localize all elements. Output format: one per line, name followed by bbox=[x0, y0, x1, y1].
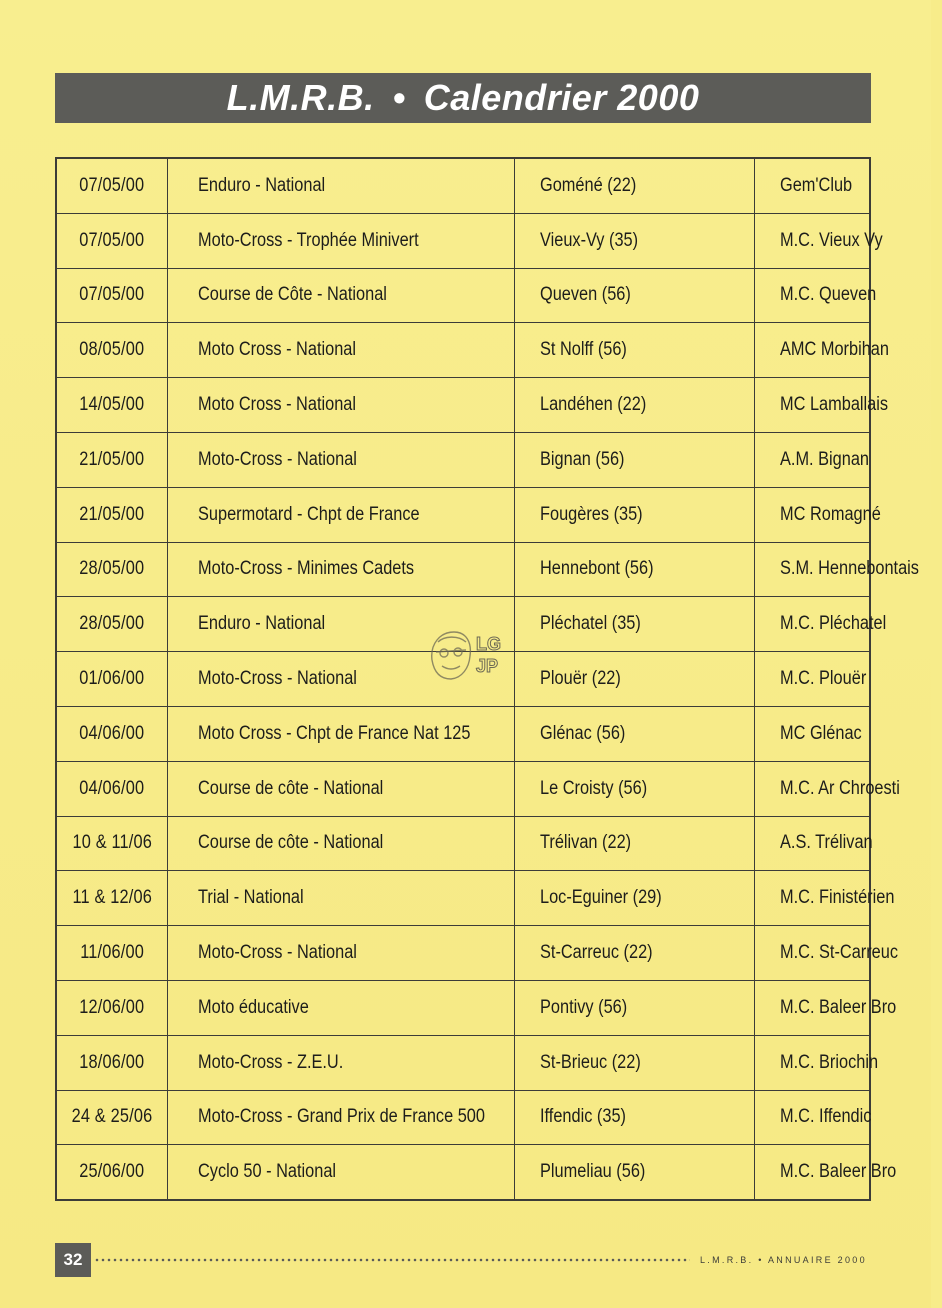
event-club: M.C. Vieux Vy bbox=[780, 229, 883, 251]
event-place: Vieux-Vy (35) bbox=[540, 229, 639, 251]
event-club-cell bbox=[755, 487, 881, 542]
event-name: Cyclo 50 - National bbox=[198, 1161, 337, 1183]
event-club-cell bbox=[755, 432, 871, 487]
event-place: St-Carreuc (22) bbox=[540, 942, 653, 964]
event-name-cell bbox=[168, 871, 515, 926]
event-place-cell bbox=[515, 268, 755, 323]
event-date-cell bbox=[56, 542, 168, 597]
table-row bbox=[56, 871, 870, 926]
event-date-cell bbox=[56, 1145, 168, 1200]
event-place: St Nolff (56) bbox=[540, 339, 627, 361]
event-place-cell bbox=[515, 378, 755, 433]
event-place-cell bbox=[515, 432, 755, 487]
footer-caption: L.M.R.B. • ANNUAIRE 2000 bbox=[700, 1255, 867, 1265]
event-date-cell bbox=[56, 816, 168, 871]
event-name: Trial - National bbox=[198, 887, 304, 909]
event-club: M.C. Plouër bbox=[780, 668, 867, 690]
event-club: M.C. Baleer Bro bbox=[780, 1161, 897, 1183]
event-place: St-Brieuc (22) bbox=[540, 1051, 641, 1073]
event-date: 25/06/00 bbox=[79, 1161, 145, 1183]
event-date: 04/06/00 bbox=[79, 777, 145, 799]
event-name-cell bbox=[168, 926, 515, 981]
table-row bbox=[56, 980, 870, 1035]
event-place: Queven (56) bbox=[540, 284, 631, 306]
title-separator: • bbox=[392, 77, 406, 118]
event-place: Fougères (35) bbox=[540, 503, 643, 525]
table-row bbox=[56, 816, 870, 871]
table-row bbox=[56, 378, 870, 433]
event-club-cell bbox=[755, 542, 919, 597]
event-place-cell bbox=[515, 652, 755, 707]
event-date: 24 & 25/06 bbox=[71, 1106, 153, 1128]
event-name-cell bbox=[168, 432, 515, 487]
table-row bbox=[56, 487, 870, 542]
event-date-cell bbox=[56, 1035, 168, 1090]
event-club: AMC Morbihan bbox=[780, 339, 889, 361]
event-name-cell bbox=[168, 487, 515, 542]
event-place-cell bbox=[515, 1035, 755, 1090]
title-calendar: Calendrier 2000 bbox=[423, 77, 700, 118]
event-date: 21/05/00 bbox=[79, 448, 145, 470]
event-name-cell bbox=[168, 980, 515, 1035]
event-name: Moto-Cross - Z.E.U. bbox=[198, 1051, 344, 1073]
event-club: M.C. Pléchatel bbox=[780, 613, 887, 635]
event-date-cell bbox=[56, 323, 168, 378]
event-date-cell bbox=[56, 1090, 168, 1145]
event-club-cell bbox=[755, 871, 895, 926]
event-date-cell bbox=[56, 432, 168, 487]
event-name: Course de côte - National bbox=[198, 832, 384, 854]
event-club-cell bbox=[755, 926, 899, 981]
event-club-cell bbox=[755, 323, 889, 378]
event-name: Supermotard - Chpt de France bbox=[198, 503, 420, 525]
table-row bbox=[56, 706, 870, 761]
table-row bbox=[56, 926, 870, 981]
event-date-cell bbox=[56, 980, 168, 1035]
event-place-cell bbox=[515, 706, 755, 761]
table-row bbox=[56, 1145, 870, 1200]
event-date-cell bbox=[56, 268, 168, 323]
event-place: Pontivy (56) bbox=[540, 996, 628, 1018]
event-name: Moto Cross - National bbox=[198, 394, 357, 416]
event-name-cell bbox=[168, 1090, 515, 1145]
event-date: 08/05/00 bbox=[79, 339, 145, 361]
event-date: 12/06/00 bbox=[79, 996, 145, 1018]
event-date: 11/06/00 bbox=[80, 942, 144, 964]
event-date-cell bbox=[56, 213, 168, 268]
event-name: Moto Cross - Chpt de France Nat 125 bbox=[198, 722, 471, 744]
event-place-cell bbox=[515, 213, 755, 268]
watermark-text-top: LG bbox=[476, 634, 501, 654]
event-club-cell bbox=[755, 1090, 871, 1145]
event-date-cell bbox=[56, 158, 168, 213]
event-place: Pléchatel (35) bbox=[540, 613, 641, 635]
event-date: 10 & 11/06 bbox=[72, 832, 152, 854]
event-date-cell bbox=[56, 487, 168, 542]
event-club-cell bbox=[755, 761, 900, 816]
event-name-cell bbox=[168, 213, 515, 268]
table-row bbox=[56, 1035, 870, 1090]
event-club: MC Glénac bbox=[780, 722, 862, 744]
event-place: Plouër (22) bbox=[540, 668, 621, 690]
table-row bbox=[56, 268, 870, 323]
event-name-cell bbox=[168, 761, 515, 816]
event-club-cell bbox=[755, 1035, 879, 1090]
event-date-cell bbox=[56, 378, 168, 433]
event-club-cell bbox=[755, 597, 887, 652]
event-date-cell bbox=[56, 871, 168, 926]
event-club: Gem'Club bbox=[780, 174, 853, 196]
event-place: Hennebont (56) bbox=[540, 558, 654, 580]
event-name-cell bbox=[168, 542, 515, 597]
event-name: Moto Cross - National bbox=[198, 339, 357, 361]
table-row bbox=[56, 432, 870, 487]
event-date: 07/05/00 bbox=[79, 174, 145, 196]
watermark-text-bottom: JP bbox=[476, 656, 499, 676]
event-place: Iffendic (35) bbox=[540, 1106, 626, 1128]
event-club: M.C. Queven bbox=[780, 284, 877, 306]
event-club: M.C. Baleer Bro bbox=[780, 996, 897, 1018]
event-name: Enduro - National bbox=[198, 174, 326, 196]
page-title bbox=[227, 77, 700, 119]
event-place-cell bbox=[515, 871, 755, 926]
event-place-cell bbox=[515, 980, 755, 1035]
event-club-cell bbox=[755, 706, 871, 761]
event-date-cell bbox=[56, 706, 168, 761]
event-name: Moto-Cross - Minimes Cadets bbox=[198, 558, 415, 580]
event-name-cell bbox=[168, 1145, 515, 1200]
footer-dotted-rule bbox=[94, 1257, 690, 1263]
event-place: Loc-Eguiner (29) bbox=[540, 887, 662, 909]
event-club: MC Romagné bbox=[780, 503, 881, 525]
event-club: M.C. Briochin bbox=[780, 1051, 879, 1073]
event-name-cell bbox=[168, 323, 515, 378]
event-name: Enduro - National bbox=[198, 613, 326, 635]
event-date: 07/05/00 bbox=[79, 284, 145, 306]
event-club-cell bbox=[755, 268, 877, 323]
event-club: M.C. Ar Chroesti bbox=[780, 777, 900, 799]
event-club: M.C. Iffendic bbox=[780, 1106, 872, 1128]
event-name: Moto-Cross - Trophée Minivert bbox=[198, 229, 419, 251]
event-name: Moto-Cross - National bbox=[198, 448, 357, 470]
event-place-cell bbox=[515, 323, 755, 378]
event-date: 14/05/00 bbox=[79, 394, 145, 416]
event-place: Glénac (56) bbox=[540, 722, 626, 744]
event-name-cell bbox=[168, 816, 515, 871]
event-date: 28/05/00 bbox=[79, 558, 145, 580]
event-place: Landéhen (22) bbox=[540, 394, 647, 416]
event-name: Moto éducative bbox=[198, 996, 309, 1018]
table-row bbox=[56, 158, 870, 213]
table-row bbox=[56, 542, 870, 597]
event-date: 28/05/00 bbox=[79, 613, 145, 635]
event-place-cell bbox=[515, 487, 755, 542]
watermark-logo bbox=[424, 622, 510, 684]
event-name: Moto-Cross - National bbox=[198, 668, 357, 690]
event-name-cell bbox=[168, 158, 515, 213]
event-club-cell bbox=[755, 980, 897, 1035]
event-date-cell bbox=[56, 926, 168, 981]
event-place-cell bbox=[515, 542, 755, 597]
table-row bbox=[56, 1090, 870, 1145]
event-club-cell bbox=[755, 816, 871, 871]
event-club: MC Lamballais bbox=[780, 394, 889, 416]
event-place-cell bbox=[515, 926, 755, 981]
event-place-cell bbox=[515, 816, 755, 871]
event-date: 11 & 12/06 bbox=[72, 887, 152, 909]
event-club: S.M. Hennebontais bbox=[780, 558, 919, 580]
event-name-cell bbox=[168, 706, 515, 761]
event-place: Goméné (22) bbox=[540, 174, 637, 196]
event-club-cell bbox=[755, 213, 883, 268]
event-club: A.S. Trélivan bbox=[780, 832, 873, 854]
event-place-cell bbox=[515, 597, 755, 652]
event-club-cell bbox=[755, 378, 889, 433]
event-date-cell bbox=[56, 652, 168, 707]
event-date: 18/06/00 bbox=[79, 1051, 145, 1073]
event-club: M.C. St-Carreuc bbox=[780, 942, 899, 964]
event-place: Bignan (56) bbox=[540, 448, 625, 470]
table-row bbox=[56, 761, 870, 816]
event-name-cell bbox=[168, 1035, 515, 1090]
event-club-cell bbox=[755, 1145, 897, 1200]
event-place: Plumeliau (56) bbox=[540, 1161, 646, 1183]
event-name: Moto-Cross - Grand Prix de France 500 bbox=[198, 1106, 485, 1128]
event-name-cell bbox=[168, 378, 515, 433]
event-date-cell bbox=[56, 597, 168, 652]
event-name: Moto-Cross - National bbox=[198, 942, 357, 964]
title-org: L.M.R.B. bbox=[226, 77, 375, 118]
event-date: 01/06/00 bbox=[79, 668, 145, 690]
event-name: Course de côte - National bbox=[198, 777, 384, 799]
table-row bbox=[56, 323, 870, 378]
event-date-cell bbox=[56, 761, 168, 816]
event-club-cell bbox=[755, 652, 871, 707]
title-banner bbox=[55, 73, 871, 123]
table-row bbox=[56, 213, 870, 268]
event-date: 04/06/00 bbox=[79, 722, 145, 744]
event-place-cell bbox=[515, 1145, 755, 1200]
event-place-cell bbox=[515, 761, 755, 816]
event-name-cell bbox=[168, 268, 515, 323]
page-number: 32 bbox=[55, 1243, 91, 1277]
event-club: A.M. Bignan bbox=[780, 448, 870, 470]
event-place: Le Croisty (56) bbox=[540, 777, 648, 799]
event-club-cell bbox=[755, 158, 871, 213]
event-place-cell bbox=[515, 1090, 755, 1145]
event-place-cell bbox=[515, 158, 755, 213]
event-club: M.C. Finistérien bbox=[780, 887, 895, 909]
event-place: Trélivan (22) bbox=[540, 832, 632, 854]
event-date: 21/05/00 bbox=[79, 503, 145, 525]
event-name: Course de Côte - National bbox=[198, 284, 387, 306]
event-date: 07/05/00 bbox=[79, 229, 145, 251]
